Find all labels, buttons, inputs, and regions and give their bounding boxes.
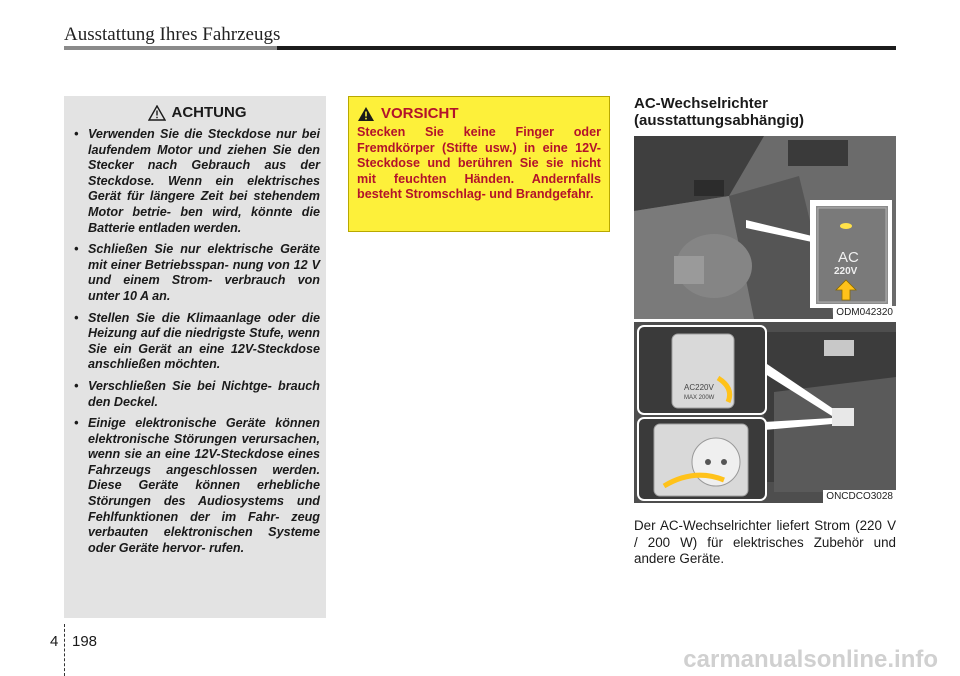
section-heading [634,95,896,129]
section-body: Der AC-Wechselrichter liefert Strom (220 V / 200 W) für elektrisches Zubehör und andere Geräte. [634,518,896,566]
achtung-item: • Verschließen Sie bei Nichtge- brauch den Deckel. [74,378,320,409]
section-heading-line2: (ausstattungsabhängig) [634,112,805,129]
dashboard-illustration [634,136,896,319]
ac-label: AC [838,249,859,266]
achtung-item: • Verwenden Sie die Steckdose nur bei laufendem Motor und ziehen Sie den Stecker nach Gebrauch aus der Steckdose. Wenn ein elektrisches Gerät für längere Zeit bei stehendem Motor betrie- ben wird, könnte die Batterie entladen werden. [74,127,320,235]
vorsicht-title: VORSICHT [381,105,459,122]
vorsicht-text: Stecken Sie keine Finger oder Fremdkörper (Stifte usw.) in eine 12V-Steckdose und berühren Sie sie nicht mit feuchten Händen. Andernfalls besteht Stromschlag- und Brandgefahr. [357,125,601,202]
vorsicht-title-row [357,105,601,122]
inverter-rating: AC220V [684,383,714,392]
photo-code: ODM042320 [833,306,896,319]
achtung-box [64,96,326,618]
achtung-item: • Stellen Sie die Klimaanlage oder die Heizung auf die niedrigste Stufe, wenn Sie ein Gerät an eine 12V-Steckdose anschließen möchten. [74,310,320,372]
footer-divider [64,624,65,676]
warning-triangle-icon [148,105,166,121]
photo-code: ONCDCO3028 [823,490,896,503]
achtung-item: • Schließen Sie nur elektrische Geräte mit einer Betriebsspan- nung von 12 V und einem Strom- verbrauch von unter 10 A an. [74,242,320,303]
header-rule-accent [64,46,277,50]
dashboard-photo [634,136,896,319]
achtung-title: ACHTUNG [171,104,247,121]
page-header-title: Ausstattung Ihres Fahrzeugs [64,24,281,45]
cargo-photo [634,322,896,503]
cargo-illustration [634,322,896,503]
achtung-title-row [74,104,320,121]
watermark: carmanualsonline.info [683,646,938,673]
section-heading-line1: AC-Wechselrichter [634,95,768,112]
footer-section-number: 4 [50,633,59,650]
inverter-max: MAX 200W [684,395,715,401]
ac-voltage-label: 220V [834,266,858,277]
vorsicht-box [348,96,610,232]
warning-triangle-filled-icon [357,106,375,122]
footer-page-number: 198 [72,633,98,650]
achtung-list [74,127,320,556]
achtung-item: • Einige elektronische Geräte können elektronische Störungen verursachen, wenn sie an eine 12V-Steckdose eines Fahrzeugs angeschlossen werden. Diese Geräte können erhebliche Störungen des Audiosystems und Fehlfunktionen der im Fahr- zeug verbauten elektronischen Systeme oder Geräte hervor- rufen. [74,416,320,555]
